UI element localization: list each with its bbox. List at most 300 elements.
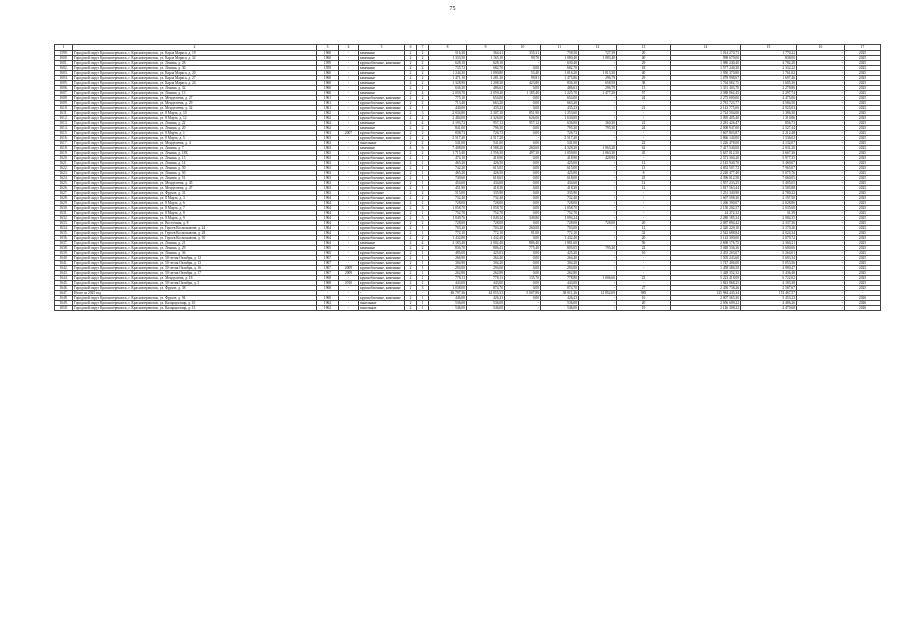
table-cell: - (579, 111, 617, 116)
table-cell: 2025 (845, 191, 881, 196)
table-cell: 1964 (317, 226, 339, 231)
table-cell: 99,70 (505, 56, 541, 61)
table-cell: 20 (617, 236, 671, 241)
table-cell: 3 143 300,00 (671, 236, 741, 241)
table-cell: Городской округ Красноперекопск, г. Красноперекопск, ул. Карла Маркса, д. 19 (73, 51, 317, 56)
table-cell: 1 253,60 (541, 111, 579, 116)
table-cell: 1960 (317, 56, 339, 61)
table-cell: - (797, 121, 845, 126)
table-cell: 2 (405, 111, 417, 116)
table-cell: - (797, 281, 845, 286)
table-cell: - (797, 191, 845, 196)
table-cell: 1 (417, 266, 429, 271)
table-cell: - (579, 271, 617, 276)
table-cell: - (797, 201, 845, 206)
table-cell: 1 432,40 (467, 236, 505, 241)
table-cell: Городской округ Красноперекопск, г. Красноперекопск, ул. Ленина, д. 51 (73, 176, 317, 181)
table-cell: Городской округ Красноперекопск, г. Красноперекопск, ул. 50-летия Октября, д. 5 (73, 281, 317, 286)
table-cell: - (339, 76, 359, 81)
table-cell: 2 281 426,47 (671, 121, 741, 126)
table-cell: 1638. (55, 246, 73, 251)
column-number-15: 15 (741, 45, 797, 51)
table-cell: 1 094,24 (541, 216, 579, 221)
table-cell: 19 (617, 306, 671, 311)
table-cell: Городской округ Красноперекопск, г. Красноперекопск, ул. Менделеева, д. 18 (73, 276, 317, 281)
table-cell: 1 251 340,90 (671, 191, 741, 196)
table-cell: крупноблочные, каменные (359, 176, 405, 181)
table-cell: 2 571 304,20 (671, 156, 741, 161)
table-cell: 2 (405, 226, 417, 231)
table-cell: 1965 (317, 246, 339, 251)
table-cell: - (797, 251, 845, 256)
table-cell: - (617, 196, 671, 201)
table-cell: 836,30 (541, 81, 579, 86)
table-cell: - (339, 306, 359, 311)
table-cell: 2 542 688,84 (671, 231, 741, 236)
table-cell: - (339, 256, 359, 261)
table-cell: 636,30 (429, 86, 467, 91)
table-cell: - (797, 106, 845, 111)
table-cell: 1600. (55, 56, 73, 61)
table-cell: 2025 (845, 86, 881, 91)
table-cell: 1614. (55, 126, 73, 131)
table-cell: - (579, 251, 617, 256)
table-cell: 728,00 (467, 221, 505, 226)
table-cell: 2 430 738,26 (671, 286, 741, 291)
table-cell: 2 (417, 51, 429, 56)
table-cell: крупноблочные, каменные (359, 111, 405, 116)
table-cell: 536,00 (541, 301, 579, 306)
table-cell: 2 (405, 286, 417, 291)
table-cell: 0,00 (505, 251, 541, 256)
table-cell: Городской округ Красноперекопск, г. Красноперекопск, ул. Ленина, д. 7 (73, 146, 317, 151)
table-cell: - (579, 231, 617, 236)
table-cell: 2025 (845, 161, 881, 166)
table-cell: 1 605,30 (741, 81, 797, 86)
table-cell: 0,00 (505, 181, 541, 186)
table-cell: 1 083,40 (579, 56, 617, 61)
table-cell: 7 965,07 (741, 166, 797, 171)
table-cell: 3 (417, 111, 429, 116)
table-cell: - (579, 181, 617, 186)
table-cell: 2 337,36 (741, 221, 797, 226)
table-cell: 732,40 (467, 196, 505, 201)
table-cell: - (579, 206, 617, 211)
table-row (55, 306, 881, 311)
table-cell: 2025 (845, 286, 881, 291)
table-cell: Городской округ Красноперекопск, г. Красноперекопск, ул. Ленина, д. 22 (73, 121, 317, 126)
table-cell: 1964 (317, 196, 339, 201)
table-cell: 2026 (845, 306, 881, 311)
table-cell: 1961 (317, 101, 339, 106)
table-cell: - (797, 136, 845, 141)
table-cell: - (339, 56, 359, 61)
table-cell: - (339, 201, 359, 206)
table-cell: - (505, 306, 541, 311)
table-cell: 2025 (845, 186, 881, 191)
table-cell: 1629. (55, 201, 73, 206)
table-cell: 2 (405, 201, 417, 206)
table-cell: крупноблочные, каменные (359, 261, 405, 266)
table-cell: Городской округ Красноперекопск, г. Красноперекопск, ул. Восточная, д. 8 (73, 221, 317, 226)
table-cell: 5 007,88 (505, 291, 541, 296)
table-cell: 1 185,40 (505, 91, 541, 96)
table-cell: 2 145 940,70 (671, 161, 741, 166)
table-cell: 1602. (55, 66, 73, 71)
table-cell: 728,00 (429, 201, 467, 206)
table-cell: крупноблочные, каменные (359, 156, 405, 161)
table-cell: 1601. (55, 61, 73, 66)
table-cell: 2 278,86 (741, 86, 797, 91)
table-cell: 1623. (55, 171, 73, 176)
table-cell: - (339, 136, 359, 141)
table-cell: 2 (405, 256, 417, 261)
table-cell: 2025 (845, 221, 881, 226)
table-cell: 626,00 (505, 116, 541, 121)
table-cell: 778,13 (467, 276, 505, 281)
table-cell: 434,60 (467, 181, 505, 186)
table-cell: 1968 (317, 276, 339, 281)
table-cell: 2 588 062,45 (671, 91, 741, 96)
table-cell: 1633. (55, 221, 73, 226)
table-cell: - (339, 196, 359, 201)
table-cell: 304,20 (467, 261, 505, 266)
table-cell: 2 (417, 191, 429, 196)
table-cell: 682,70 (467, 66, 505, 71)
table-cell: 1 (417, 271, 429, 276)
column-number-1: 1 (55, 45, 73, 51)
table-cell: 0,00 (505, 106, 541, 111)
table-cell: - (339, 121, 359, 126)
table-cell: 628,10 (429, 61, 467, 66)
table-cell: 1 049,76 (429, 216, 467, 221)
table-cell: - (797, 111, 845, 116)
table-cell: 0,00 (505, 196, 541, 201)
table-cell: 1967 (317, 256, 339, 261)
table-cell: - (617, 101, 671, 106)
table-cell: 1 577 240,30 (671, 66, 741, 71)
table-cell: 2 (405, 171, 417, 176)
table-cell: крупноблочные, каменные (359, 61, 405, 66)
table-cell: 1641. (55, 261, 73, 266)
table-cell: 2 (417, 151, 429, 156)
table-cell: 2 146 308,22 (671, 306, 741, 311)
table-cell: 2025 (845, 116, 881, 121)
table-cell: 0,00 (505, 201, 541, 206)
table-cell: - (797, 86, 845, 91)
table-cell: 3 667,36 (741, 151, 797, 156)
table-cell: крупноблочные, каменные (359, 136, 405, 141)
table-cell: 294,00 (541, 266, 579, 271)
table-cell: 1612. (55, 116, 73, 121)
table-cell: 2 (417, 71, 429, 76)
table-cell: 546,00 (467, 306, 505, 311)
table-cell: - (797, 171, 845, 176)
table-cell: 2025 (845, 121, 881, 126)
table-cell: 1 310,86 (741, 116, 797, 121)
table-cell: 0,00 (505, 186, 541, 191)
table-cell: 1 715,40 (429, 151, 467, 156)
table-cell: 0,00 (505, 191, 541, 196)
table-cell: - (339, 176, 359, 181)
table-cell: 630,40 (541, 61, 579, 66)
table-cell: 1962 (317, 306, 339, 311)
table-cell: 2 (405, 216, 417, 221)
table-cell: 260,60 (505, 146, 541, 151)
table-cell: 18 (617, 66, 671, 71)
table-cell: 2025 (845, 126, 881, 131)
table-cell: 1 630,00 (541, 116, 579, 121)
table-cell: 541,00 (541, 141, 579, 146)
table-cell: 2 (417, 221, 429, 226)
table-cell: 728,00 (429, 221, 467, 226)
table-cell: - (797, 231, 845, 236)
table-cell: 2 (405, 211, 417, 216)
table-cell: 23 (617, 176, 671, 181)
table-cell: 2 (405, 241, 417, 246)
table-cell: 2025 (845, 246, 881, 251)
table-cell: - (339, 61, 359, 66)
table-cell: 296,79 (579, 76, 617, 81)
table-cell: - (339, 116, 359, 121)
table-cell: - (339, 86, 359, 91)
table-cell: 1648. (55, 296, 73, 301)
table-cell: - (505, 136, 541, 141)
table-cell: 1617. (55, 141, 73, 146)
table-cell: 727,39 (579, 51, 617, 56)
table-cell: каменные (359, 146, 405, 151)
table-cell: 2025 (845, 166, 881, 171)
table-cell: - (579, 66, 617, 71)
table-cell: 0,00 (505, 221, 541, 226)
table-cell: 1963 (317, 136, 339, 141)
table-cell: 1 980 240,40 (671, 61, 741, 66)
table-cell: - (617, 281, 671, 286)
table-cell: 335,90 (541, 191, 579, 196)
table-cell: 1 016,20 (541, 71, 579, 76)
table-cell: 836,70 (429, 246, 467, 251)
table-cell: - (339, 221, 359, 226)
table-cell: - (797, 291, 845, 296)
table-cell: - (797, 211, 845, 216)
table-cell: - (617, 136, 671, 141)
table-cell: 1 556,30 (467, 151, 505, 156)
table-cell: 426,50 (467, 161, 505, 166)
table-cell: 13 (617, 86, 671, 91)
table-cell: Городской округ Красноперекопск, г. Красноперекопск, ул. Карла Маркса, д. 20 (73, 71, 317, 76)
table-cell: 515,00 (429, 191, 467, 196)
table-cell: 682,70 (541, 66, 579, 71)
table-cell: 636,00 (541, 121, 579, 126)
table-cell: Городской округ Красноперекопск, г. Красноперекопск, ул. 8 Марта, д. 6 (73, 201, 317, 206)
table-cell: крупноблочные, каменные (359, 211, 405, 216)
table-cell: Городской округ Красноперекопск, г. Красноперекопск, ул. 8 Марта, д. 1 (73, 131, 317, 136)
table-body (55, 45, 881, 311)
column-number-9: 9 (467, 45, 505, 51)
table-cell: 57 (617, 91, 671, 96)
table-cell: - (797, 71, 845, 76)
table-cell: 262,80 (429, 271, 467, 276)
table-cell: Городской округ Красноперекопск, г. Красноперекопск, ул. Карла Маркса, д. 24 (73, 81, 317, 86)
table-cell: - (579, 241, 617, 246)
table-cell: 2007 (339, 131, 359, 136)
table-cell: Итого за 2025 год (73, 291, 317, 296)
table-cell: - (579, 61, 617, 66)
table-cell: 2025 (845, 211, 881, 216)
table-cell: 296,79 (579, 86, 617, 91)
table-cell: 3 585,88 (741, 186, 797, 191)
table-cell: 38 811,26 (541, 291, 579, 296)
table-cell: 2 297,74 (741, 91, 797, 96)
table-cell: 418,30 (467, 186, 505, 191)
table-cell: 2 (405, 101, 417, 106)
table-cell: 434,60 (541, 181, 579, 186)
table-cell: 1 (417, 156, 429, 161)
table-cell: - (339, 161, 359, 166)
table-cell: 2 (405, 176, 417, 181)
table-cell: 486,63 (541, 86, 579, 91)
table-cell: - (579, 286, 617, 291)
table-cell: 1 957 233,25 (671, 181, 741, 186)
table-cell: - (359, 291, 405, 296)
table-cell: 2 (405, 221, 417, 226)
table-cell: 304,20 (541, 261, 579, 266)
table-cell: 795,30 (579, 126, 617, 131)
table-cell: 1964 (317, 206, 339, 211)
table-cell: каменные (359, 66, 405, 71)
table-cell: 2 059,70 (429, 91, 467, 96)
table-cell: 1964 (317, 231, 339, 236)
table-cell: 1 (417, 106, 429, 111)
table-cell: 1 (417, 166, 429, 171)
table-cell: - (579, 136, 617, 141)
table-cell: 1620. (55, 156, 73, 161)
table-cell: 5 053,56 (741, 261, 797, 266)
table-cell: Городской округ Красноперекопск, г. Красноперекопск, ул. Менделеева, д. 45 (73, 181, 317, 186)
table-cell: крупноблочные, каменные (359, 286, 405, 291)
table-cell: - (579, 166, 617, 171)
table-cell: - (339, 156, 359, 161)
table-cell: 1960 (317, 81, 339, 86)
table-cell: 474,10 (429, 156, 467, 161)
table-cell: крупноблочные, каменные (359, 256, 405, 261)
table-cell: 728,00 (467, 201, 505, 206)
table-cell: 1 (417, 201, 429, 206)
table-cell: панельные (359, 141, 405, 146)
table-cell: - (339, 301, 359, 306)
table-cell: каменные (359, 126, 405, 131)
housing-registry-table (54, 44, 881, 311)
table-cell: Городской округ Красноперекопск, г. Красноперекопск, ул. Менделеева, д. 29 (73, 101, 317, 106)
table-cell: Городской округ Красноперекопск, г. Красноперекопск, ул. Менделеева, д. 4 (73, 141, 317, 146)
table-cell: Городской округ Красноперекопск, г. Красноперекопск, ул. Ленина, д. 29 (73, 246, 317, 251)
table-cell: 703,20 (467, 226, 505, 231)
table-cell: Городской округ Красноперекопск, г. Красноперекопск, ул. 8 Марта, д. 9 (73, 216, 317, 221)
table-cell: - (339, 96, 359, 101)
table-cell: 7 060,05 (741, 176, 797, 181)
table-cell: 16 (617, 251, 671, 256)
table-cell: 2009 (339, 271, 359, 276)
table-cell: каменные (359, 71, 405, 76)
table-cell: - (339, 276, 359, 281)
table-cell: 426,23 (467, 296, 505, 301)
column-number-3: 3 (317, 45, 339, 51)
table-cell: 0,00 (505, 66, 541, 71)
table-cell: 2025 (845, 256, 881, 261)
table-cell: 1962 (317, 121, 339, 126)
table-cell: 425,00 (541, 161, 579, 166)
table-cell: 2025 (845, 216, 881, 221)
table-cell: 38 (617, 81, 671, 86)
table-cell: 1968 (317, 281, 339, 286)
table-cell: Городской округ Красноперекопск, г. Красноперекопск, ул. Ленина, д. 30 (73, 66, 317, 71)
column-number-7: 7 (417, 45, 429, 51)
table-cell: Городской округ Красноперекопск, г. Красноперекопск, ул. Ленина, д. 36 (73, 251, 317, 256)
table-cell: 856,71 (741, 121, 797, 126)
table-cell: 29 (617, 61, 671, 66)
table-cell: 2 (405, 156, 417, 161)
table-cell: 726,73 (467, 131, 505, 136)
table-cell: 4 183,38 (741, 281, 797, 286)
table-cell: - (339, 181, 359, 186)
table-cell: 957,12 (505, 121, 541, 126)
table-cell: 1 058,70 (429, 206, 467, 211)
table-cell: 1 (417, 301, 429, 306)
table-cell: крупноблочные, каменные (359, 181, 405, 186)
table-cell: крупноблочные, каменные (359, 151, 405, 156)
table-cell: 1 080,40 (541, 56, 579, 61)
table-cell: - (797, 301, 845, 306)
table-cell: 1 333,50 (429, 56, 467, 61)
table-cell: - (579, 161, 617, 166)
table-cell: 2025 (845, 241, 881, 246)
table-cell: 2 332,22 (741, 66, 797, 71)
table-cell: каменные (359, 56, 405, 61)
table-cell: - (317, 291, 339, 296)
table-cell: 2 781 723,77 (671, 101, 741, 106)
table-cell: 440,00 (429, 106, 467, 111)
table-cell: 541,00 (429, 141, 467, 146)
table-cell: крупноблочные, каменные (359, 206, 405, 211)
table-cell: 2025 (845, 71, 881, 76)
table-cell: 2 031,20 (741, 146, 797, 151)
table-cell: 2 (405, 271, 417, 276)
table-cell: 2 (417, 136, 429, 141)
table-cell: 1 878 998,67 (671, 76, 741, 81)
table-cell: 1967 (317, 271, 339, 276)
table-cell: 1634. (55, 226, 73, 231)
table-cell: 2025 (845, 146, 881, 151)
table-cell: - (797, 236, 845, 241)
table-cell: 658,59 (579, 81, 617, 86)
table-cell: 2025 (845, 206, 881, 211)
table-cell: 2 (405, 61, 417, 66)
table-cell: 772,10 (429, 231, 467, 236)
table-cell: 0,00 (505, 286, 541, 291)
table-cell: 1 (417, 231, 429, 236)
column-number-13: 13 (617, 45, 671, 51)
table-cell: 24 (617, 96, 671, 101)
table-cell: - (797, 66, 845, 71)
table-cell: 2 (417, 56, 429, 61)
table-cell: - (797, 161, 845, 166)
table-cell: 1619. (55, 151, 73, 156)
table-cell: 1962 (317, 301, 339, 306)
table-cell: 2 (405, 121, 417, 126)
table-cell: 1 090,80 (467, 71, 505, 76)
table-cell: 618,00 (541, 176, 579, 181)
table-cell: - (797, 276, 845, 281)
